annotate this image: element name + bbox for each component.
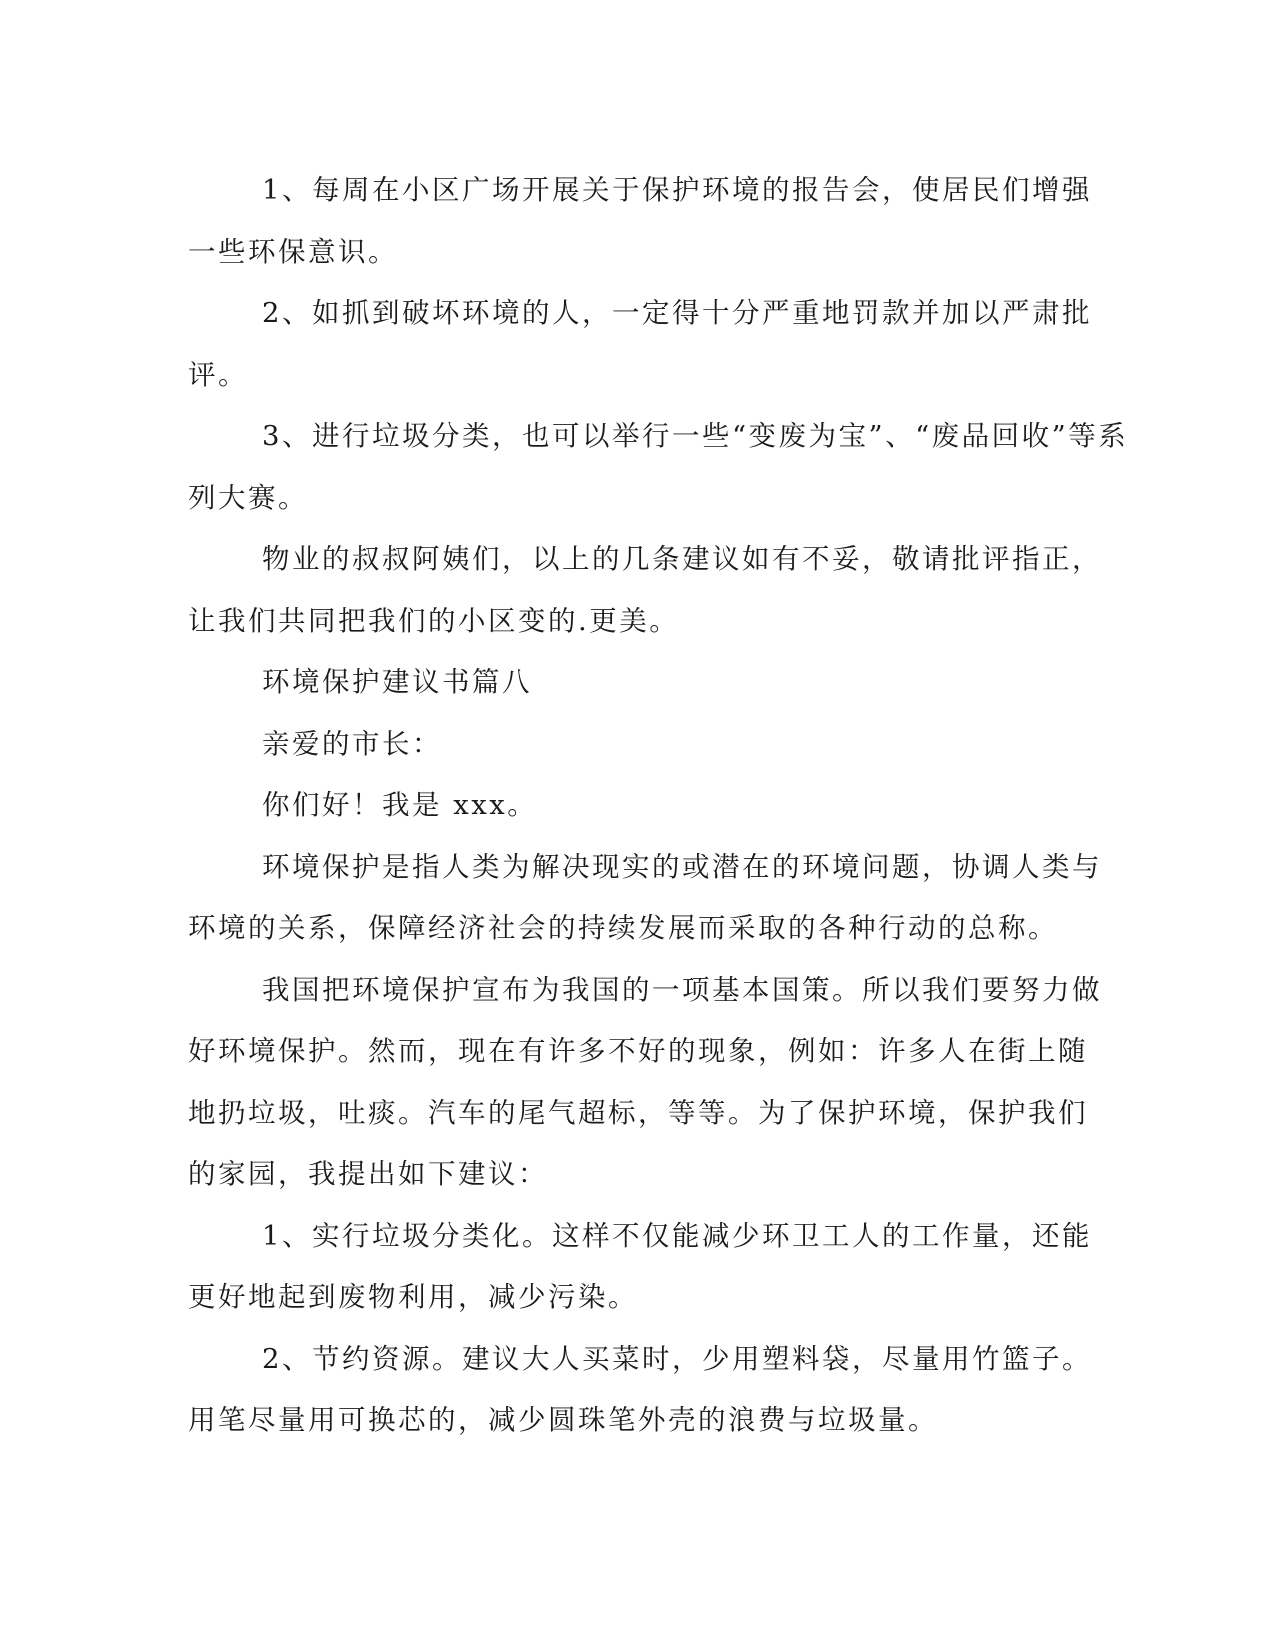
paragraph-line: 好环境保护。然而，现在有许多不好的现象，例如：许多人在街上随 — [188, 1035, 1088, 1067]
document-body — [188, 160, 1129, 1452]
paragraph-line: 2、节约资源。建议大人买菜时，少用塑料袋，尽量用竹篮子。 — [262, 1342, 1092, 1375]
paragraph-suggestion-2 — [188, 283, 1092, 406]
paragraph-line: 2、如抓到破坏环境的人，一定得十分严重地罚款并加以严肃批 — [262, 297, 1092, 329]
paragraph-advice-2 — [188, 1329, 1092, 1452]
paragraph-line: 我国把环境保护宣布为我国的一项基本国策。所以我们要努力做 — [262, 973, 1102, 1006]
paragraph-line: 1、每周在小区广场开展关于保护环境的报告会，使居民们增强 — [262, 174, 1092, 206]
paragraph-policy — [188, 960, 1102, 1206]
paragraph-line: 评。 — [188, 358, 248, 391]
paragraph-line: 环境的关系，保障经济社会的持续发展而采取的各种行动的总称。 — [188, 912, 1058, 944]
paragraph-advice-1 — [188, 1206, 1092, 1329]
paragraph-line: 1、实行垃圾分类化。这样不仅能减少环卫工人的工作量，还能 — [262, 1219, 1092, 1252]
paragraph-line: 3、进行垃圾分类，也可以举行一些“变废为宝”、“废品回收”等系 — [262, 420, 1129, 452]
paragraph-suggestion-3 — [188, 406, 1129, 529]
paragraph-suggestion-1 — [188, 160, 1092, 283]
paragraph-closing — [188, 529, 1102, 652]
section-heading — [188, 652, 1088, 714]
paragraph-line: 环境保护是指人类为解决现实的或潜在的环境问题，协调人类与 — [262, 850, 1102, 883]
paragraph-line: 更好地起到废物利用，减少污染。 — [188, 1281, 638, 1313]
paragraph-line: 让我们共同把我们的小区变的.更美。 — [188, 604, 680, 637]
salutation — [188, 714, 1088, 776]
paragraph-definition — [188, 837, 1102, 960]
greeting-line: 你们好！我是 xxx。 — [262, 789, 538, 821]
paragraph-line: 物业的叔叔阿姨们，以上的几条建议如有不妥，敬请批评指正， — [262, 543, 1102, 575]
paragraph-line: 用笔尽量用可换芯的，减少圆珠笔外壳的浪费与垃圾量。 — [188, 1404, 938, 1436]
salutation-line: 亲爱的市长： — [262, 727, 442, 760]
section-title: 环境保护建议书篇八 — [262, 666, 532, 698]
paragraph-line: 一些环保意识。 — [188, 235, 398, 268]
greeting — [188, 775, 1088, 837]
paragraph-line: 地扔垃圾，吐痰。汽车的尾气超标，等等。为了保护环境，保护我们 — [188, 1096, 1088, 1129]
paragraph-line: 的家园，我提出如下建议： — [188, 1158, 548, 1190]
paragraph-line: 列大赛。 — [188, 481, 308, 514]
